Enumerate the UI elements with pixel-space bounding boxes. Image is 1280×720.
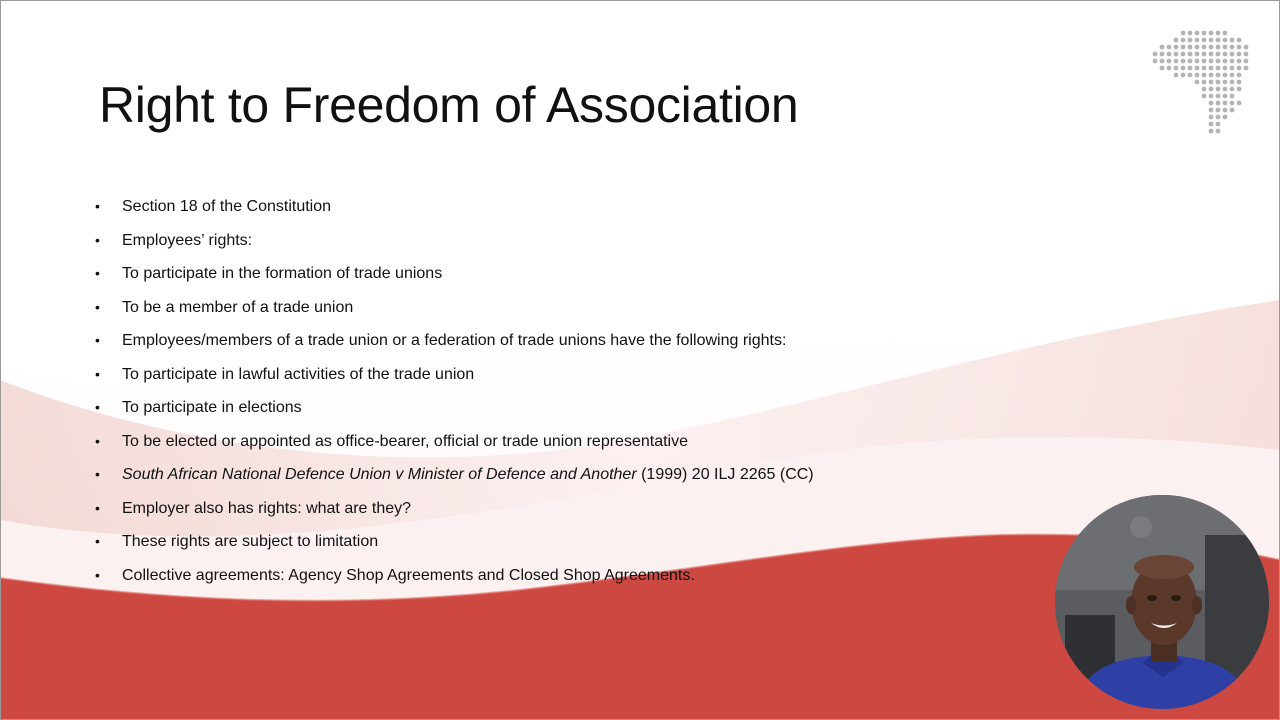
logo-dot (1216, 45, 1221, 50)
bullet-dot: • (95, 198, 100, 214)
logo-dot (1209, 108, 1214, 113)
bullet-text: Collective agreements: Agency Shop Agreements and Closed Shop Agreements. (122, 566, 695, 584)
bullet-text: To participate in lawful activities of the trade union (122, 365, 475, 383)
logo-dot (1216, 115, 1221, 120)
logo-dot (1223, 59, 1228, 64)
logo-dot (1230, 101, 1235, 106)
logo-dot (1209, 122, 1214, 127)
logo-dot (1202, 45, 1207, 50)
bullet-dot: • (95, 466, 100, 482)
bullet-text: Employees/members of a trade union or a federation of trade unions have the following rights: (122, 332, 787, 349)
bullet-dot: • (95, 432, 100, 449)
logo-dot (1223, 108, 1228, 113)
bullet-text (122, 458, 814, 492)
logo-dot (1237, 52, 1242, 57)
logo-dot (1188, 52, 1193, 57)
logo-dot (1202, 38, 1207, 43)
logo-dot (1223, 52, 1228, 57)
bullet-dot: • (95, 298, 100, 315)
logo-dot (1223, 80, 1228, 85)
bullet-dot: • (95, 399, 100, 415)
logo-dot (1153, 52, 1158, 57)
bullet-dot: • (95, 332, 100, 348)
bullet-text: To participate in elections (122, 399, 302, 416)
logo-dot (1216, 101, 1221, 106)
logo-dot (1244, 66, 1249, 71)
logo-dot (1195, 52, 1200, 57)
bullet-dot: • (95, 231, 100, 248)
bullet-dot: • (95, 365, 100, 382)
logo-dot (1223, 94, 1228, 99)
logo-dot (1216, 73, 1221, 78)
logo-dot (1223, 45, 1228, 50)
logo-dot (1223, 73, 1228, 78)
logo-dot (1230, 73, 1235, 78)
presenter-webcam (1055, 495, 1269, 709)
logo-dot (1209, 73, 1214, 78)
logo-dot (1216, 87, 1221, 92)
slide-title: Right to Freedom of Association (99, 77, 799, 133)
logo-dot (1237, 45, 1242, 50)
logo-dot (1216, 122, 1221, 127)
logo-dot (1209, 94, 1214, 99)
logo-dot (1237, 66, 1242, 71)
logo-dot (1202, 80, 1207, 85)
logo-dot (1216, 59, 1221, 64)
logo-dot (1167, 59, 1172, 64)
case-name: South African National Defence Union v Minister of Defence and Another (122, 466, 637, 483)
logo-dot (1244, 52, 1249, 57)
logo-dot (1195, 66, 1200, 71)
logo-dot (1216, 31, 1221, 36)
logo-dot (1188, 31, 1193, 36)
logo-dot (1223, 66, 1228, 71)
logo-dot (1188, 38, 1193, 43)
logo-dot (1237, 101, 1242, 106)
logo-dot (1237, 87, 1242, 92)
logo-dot (1230, 52, 1235, 57)
logo-dot (1188, 66, 1193, 71)
logo-dot (1160, 59, 1165, 64)
bullet-text: Employer also has rights: what are they? (122, 499, 412, 517)
logo-dot (1167, 66, 1172, 71)
logo-dot (1216, 52, 1221, 57)
logo-dot (1209, 59, 1214, 64)
logo-dot (1230, 87, 1235, 92)
logo-dot (1209, 45, 1214, 50)
logo-dot (1195, 45, 1200, 50)
logo-dot (1237, 73, 1242, 78)
logo-dot (1202, 87, 1207, 92)
logo-dot (1223, 38, 1228, 43)
logo-dot (1202, 59, 1207, 64)
logo-dot (1195, 38, 1200, 43)
logo-dot (1174, 45, 1179, 50)
logo-dot (1188, 59, 1193, 64)
logo-dot (1174, 38, 1179, 43)
logo-dot (1244, 59, 1249, 64)
logo-dot (1181, 52, 1186, 57)
logo-dot (1230, 59, 1235, 64)
logo-dot (1160, 66, 1165, 71)
logo-dot (1244, 45, 1249, 50)
logo-dot (1188, 45, 1193, 50)
bullet-dot: • (95, 566, 100, 583)
logo-dot (1188, 73, 1193, 78)
logo-dot (1202, 94, 1207, 99)
logo-dot (1174, 52, 1179, 57)
logo-dot (1181, 59, 1186, 64)
logo-dot (1216, 80, 1221, 85)
logo-dot (1209, 115, 1214, 120)
logo-dot (1237, 38, 1242, 43)
logo-dot (1181, 66, 1186, 71)
logo-dot (1195, 59, 1200, 64)
logo-dot (1174, 59, 1179, 64)
bullet-text: To be a member of a trade union (122, 298, 354, 316)
logo-dot (1216, 129, 1221, 134)
logo-dot (1202, 73, 1207, 78)
bullet-text: To be elected or appointed as office-bearer, official or trade union representative (122, 432, 688, 450)
logo-dot (1195, 31, 1200, 36)
logo-dot (1209, 101, 1214, 106)
logo-dot (1216, 66, 1221, 71)
logo-dot (1174, 66, 1179, 71)
bullet-dot: • (95, 499, 100, 516)
logo-dot (1174, 73, 1179, 78)
logo-dot (1209, 52, 1214, 57)
logo-dot (1237, 80, 1242, 85)
logo-dot (1223, 87, 1228, 92)
bullet-dot: • (95, 265, 100, 281)
presenter-webcam-video (1055, 495, 1269, 709)
logo-dot (1209, 129, 1214, 134)
bullet-text: Section 18 of the Constitution (122, 198, 332, 215)
logo-dot (1195, 73, 1200, 78)
ceiling-light (1130, 516, 1152, 538)
logo-dot (1202, 31, 1207, 36)
logo-dot (1209, 87, 1214, 92)
logo-dot (1153, 59, 1158, 64)
logo-dot (1216, 94, 1221, 99)
logo-dot (1202, 52, 1207, 57)
case-citation: (1999) 20 ILJ 2265 (CC) (636, 466, 814, 483)
africa-dot-map-icon (1150, 28, 1255, 136)
logo-dot (1223, 101, 1228, 106)
logo-dot (1181, 31, 1186, 36)
logo-dot (1167, 52, 1172, 57)
logo-dot (1230, 66, 1235, 71)
logo-dot (1167, 45, 1172, 50)
bullet-text: These rights are subject to limitation (122, 533, 379, 550)
logo-dot (1230, 45, 1235, 50)
logo-dot (1209, 31, 1214, 36)
logo-dot (1223, 115, 1228, 120)
bullet-text: To participate in the formation of trade unions (122, 265, 443, 282)
logo-dot (1209, 80, 1214, 85)
logo-dot (1216, 38, 1221, 43)
logo-dot (1237, 59, 1242, 64)
logo-dot (1216, 108, 1221, 113)
logo-dot (1230, 38, 1235, 43)
logo-dot (1209, 38, 1214, 43)
logo-dot (1181, 73, 1186, 78)
logo-dot (1195, 80, 1200, 85)
logo-dot (1181, 45, 1186, 50)
logo-dot (1160, 45, 1165, 50)
bullet-dot: • (95, 533, 100, 549)
logo-dot (1160, 52, 1165, 57)
bullet-text: Employees’ rights: (122, 231, 253, 249)
logo-dot (1181, 38, 1186, 43)
logo-dot (1223, 31, 1228, 36)
logo-dot (1202, 66, 1207, 71)
logo-dot (1230, 94, 1235, 99)
logo-dot (1209, 66, 1214, 71)
logo-dot (1230, 108, 1235, 113)
logo-dot (1230, 80, 1235, 85)
